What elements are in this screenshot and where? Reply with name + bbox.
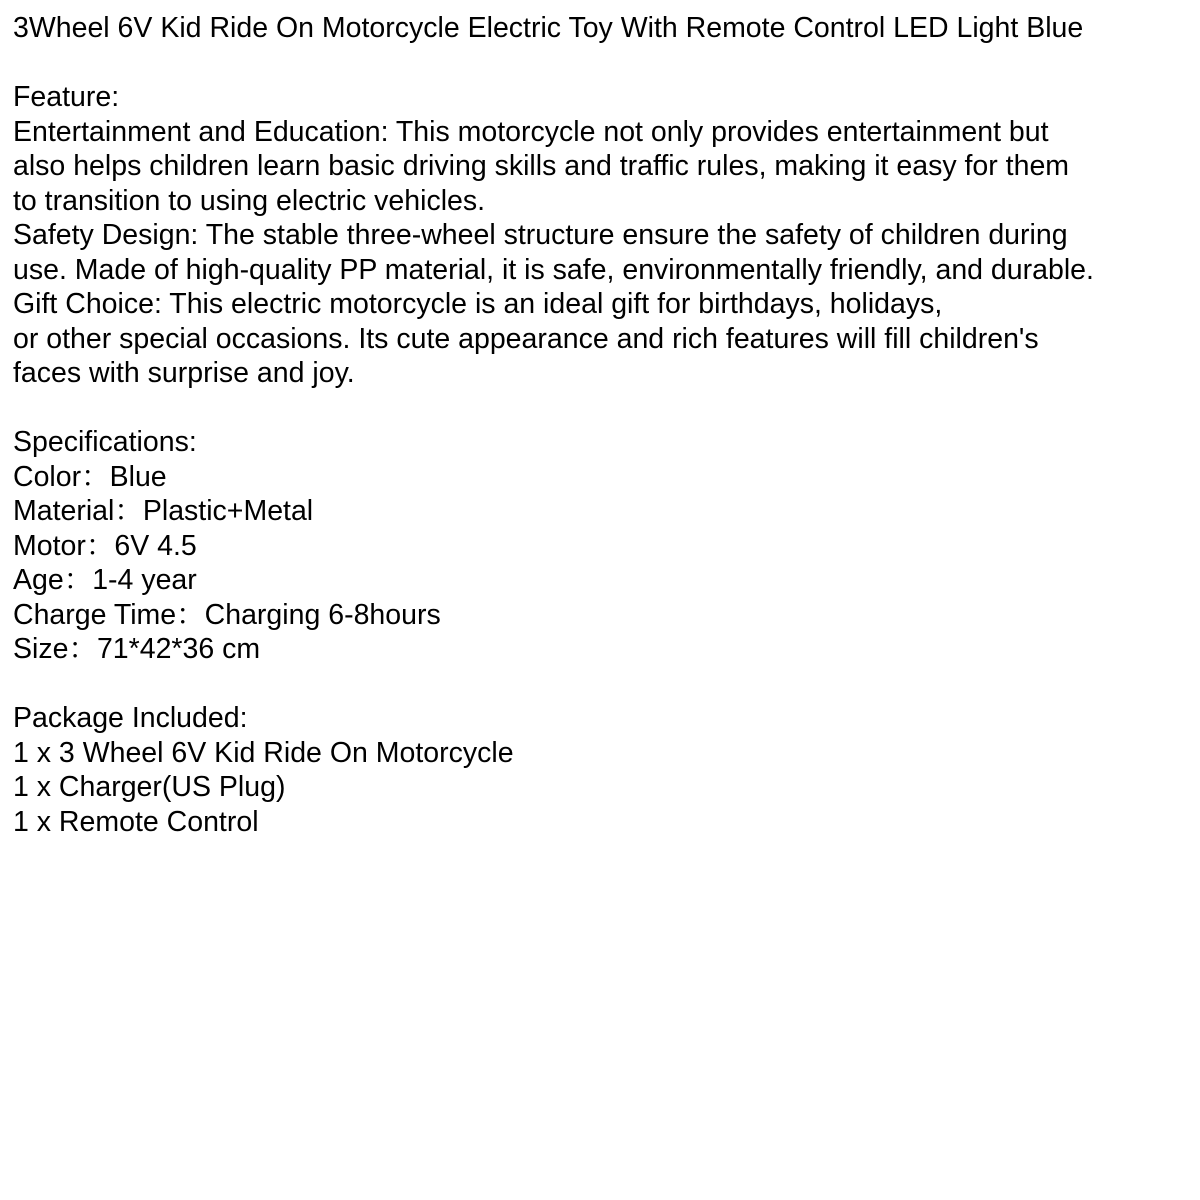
feature-line: also helps children learn basic driving skills and traffic rules, making it easy for them — [13, 150, 1070, 182]
feature-line: faces with surprise and joy. — [13, 357, 355, 389]
spacer — [13, 46, 1197, 81]
spec-charge-time: Charge Time：Charging 6-8hours — [13, 598, 441, 631]
package-item: 1 x 3 Wheel 6V Kid Ride On Motorcycle — [13, 736, 514, 769]
feature-section — [13, 80, 1197, 391]
feature-line: to transition to using electric vehicles. — [13, 184, 486, 217]
spec-size: Size：71*42*36 cm — [13, 633, 261, 665]
spacer — [13, 391, 1197, 426]
feature-heading: Feature: — [13, 81, 120, 113]
spec-color: Color：Blue — [13, 460, 167, 493]
product-title: 3Wheel 6V Kid Ride On Motorcycle Electric Toy With Remote Control LED Light Blue — [13, 12, 1084, 44]
specifications-section — [13, 425, 1197, 667]
package-section — [13, 701, 1197, 839]
spec-age: Age：1-4 year — [13, 564, 197, 596]
feature-line: Gift Choice: This electric motorcycle is an ideal gift for birthdays, holidays, — [13, 288, 943, 320]
spacer — [13, 667, 1197, 702]
package-heading: Package Included: — [13, 702, 248, 734]
feature-line: Safety Design: The stable three-wheel structure ensure the safety of children during — [13, 219, 1068, 251]
product-description — [13, 11, 1197, 839]
package-item: 1 x Charger(US Plug) — [13, 771, 286, 803]
package-item: 1 x Remote Control — [13, 805, 259, 838]
specifications-heading: Specifications: — [13, 426, 197, 458]
spec-material: Material：Plastic+Metal — [13, 495, 314, 527]
feature-line: Entertainment and Education: This motorcycle not only provides entertainment but — [13, 115, 1049, 148]
feature-line: use. Made of high-quality PP material, it is safe, environmentally friendly, and durable. — [13, 253, 1094, 286]
spec-motor: Motor：6V 4.5 — [13, 529, 197, 562]
feature-line: or other special occasions. Its cute appearance and rich features will fill children's — [13, 322, 1039, 355]
